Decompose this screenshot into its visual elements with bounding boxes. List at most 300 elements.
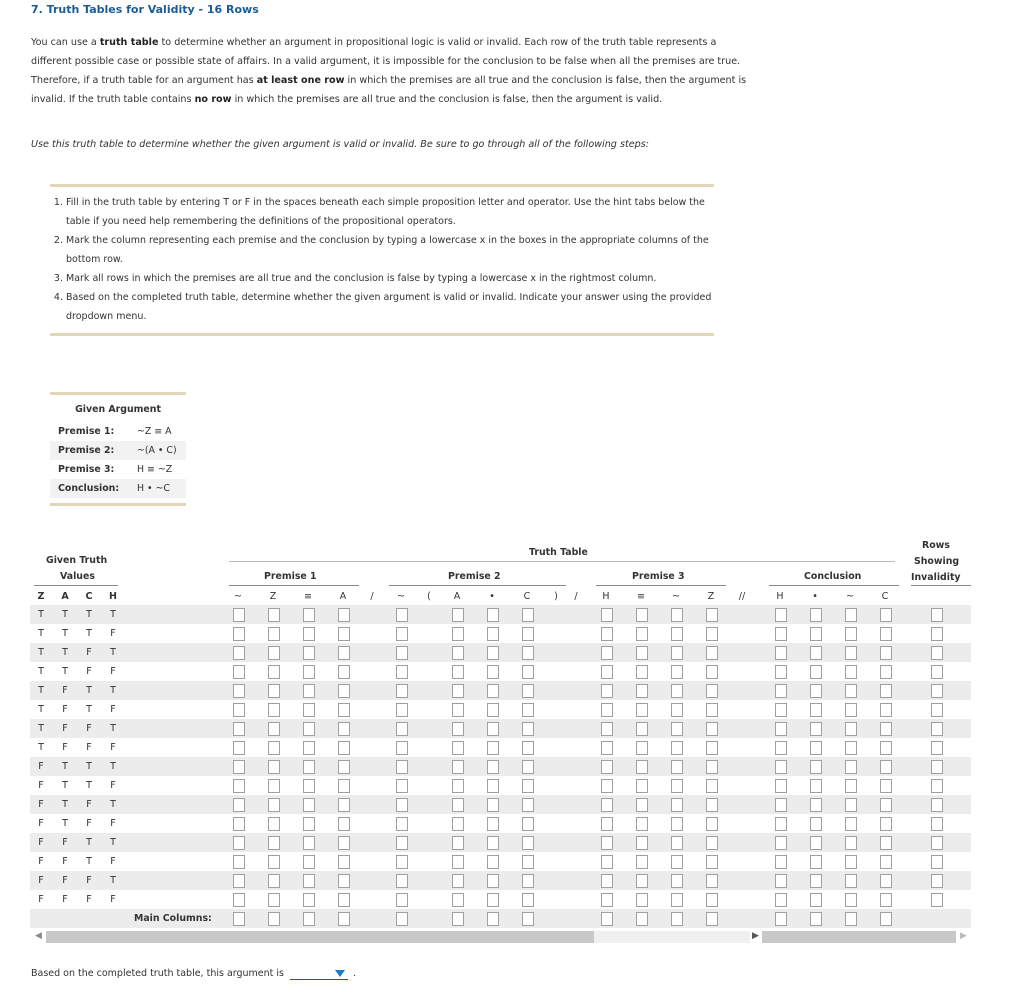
truth-value-input[interactable]: [396, 817, 408, 831]
truth-value-input[interactable]: [636, 741, 648, 755]
truth-value-input[interactable]: [487, 817, 499, 831]
main-column-input[interactable]: [601, 912, 613, 926]
invalidity-row-input[interactable]: [931, 855, 943, 869]
truth-value-input[interactable]: [338, 646, 350, 660]
truth-value-input[interactable]: [338, 760, 350, 774]
truth-value-input[interactable]: [810, 722, 822, 736]
main-column-input[interactable]: [303, 912, 315, 926]
truth-value-input[interactable]: [522, 760, 534, 774]
given-value: F: [110, 742, 116, 753]
main-column-input[interactable]: [636, 912, 648, 926]
invalidity-row-input[interactable]: [931, 684, 943, 698]
truth-value-input[interactable]: [706, 646, 718, 660]
truth-value-input[interactable]: [671, 703, 683, 717]
truth-value-input[interactable]: [268, 741, 280, 755]
invalidity-row-input[interactable]: [931, 893, 943, 907]
truth-value-input[interactable]: [452, 874, 464, 888]
scroll-left-arrow[interactable]: ◀: [35, 931, 42, 941]
truth-value-input[interactable]: [487, 779, 499, 793]
truth-value-input[interactable]: [522, 779, 534, 793]
truth-value-input[interactable]: [601, 627, 613, 641]
truth-value-input[interactable]: [671, 817, 683, 831]
truth-value-input[interactable]: [671, 665, 683, 679]
main-column-input[interactable]: [233, 912, 245, 926]
main-column-input[interactable]: [522, 912, 534, 926]
truth-value-input[interactable]: [671, 627, 683, 641]
truth-value-input[interactable]: [880, 627, 892, 641]
truth-value-input[interactable]: [706, 798, 718, 812]
truth-value-input[interactable]: [636, 874, 648, 888]
truth-value-input[interactable]: [452, 646, 464, 660]
truth-value-input[interactable]: [671, 722, 683, 736]
truth-value-input[interactable]: [706, 836, 718, 850]
scroll-right-arrow[interactable]: ▶: [752, 931, 759, 941]
truth-value-input[interactable]: [338, 608, 350, 622]
truth-value-input[interactable]: [601, 893, 613, 907]
truth-value-input[interactable]: [303, 836, 315, 850]
truth-value-input[interactable]: [522, 627, 534, 641]
truth-value-input[interactable]: [845, 703, 857, 717]
given-value: T: [110, 837, 116, 848]
truth-value-input[interactable]: [880, 608, 892, 622]
truth-value-input[interactable]: [601, 874, 613, 888]
invalidity-row-input[interactable]: [931, 627, 943, 641]
truth-value-input[interactable]: [706, 779, 718, 793]
truth-value-input[interactable]: [775, 798, 787, 812]
truth-value-input[interactable]: [775, 665, 787, 679]
truth-value-input[interactable]: [396, 627, 408, 641]
truth-value-input[interactable]: [452, 703, 464, 717]
truth-value-input[interactable]: [880, 836, 892, 850]
truth-value-input[interactable]: [233, 608, 245, 622]
truth-value-input[interactable]: [487, 760, 499, 774]
truth-value-input[interactable]: [233, 798, 245, 812]
truth-value-input[interactable]: [775, 874, 787, 888]
invalidity-row-input[interactable]: [931, 817, 943, 831]
truth-value-input[interactable]: [601, 779, 613, 793]
truth-value-input[interactable]: [671, 855, 683, 869]
truth-value-input[interactable]: [636, 760, 648, 774]
truth-value-input[interactable]: [338, 855, 350, 869]
truth-value-input[interactable]: [775, 779, 787, 793]
scrollbar-thumb-left[interactable]: [46, 931, 594, 943]
truth-value-input[interactable]: [636, 798, 648, 812]
truth-value-input[interactable]: [706, 893, 718, 907]
given-value: F: [110, 628, 116, 639]
truth-value-input[interactable]: [845, 874, 857, 888]
main-column-input[interactable]: [338, 912, 350, 926]
truth-value-input[interactable]: [452, 798, 464, 812]
truth-value-input[interactable]: [396, 684, 408, 698]
truth-value-input[interactable]: [452, 760, 464, 774]
truth-value-input[interactable]: [845, 646, 857, 660]
truth-value-input[interactable]: [671, 779, 683, 793]
truth-value-input[interactable]: [775, 646, 787, 660]
truth-value-input[interactable]: [636, 836, 648, 850]
truth-value-input[interactable]: [880, 646, 892, 660]
truth-value-input[interactable]: [338, 779, 350, 793]
truth-value-input[interactable]: [303, 684, 315, 698]
truth-value-input[interactable]: [522, 817, 534, 831]
truth-value-input[interactable]: [775, 741, 787, 755]
truth-value-input[interactable]: [845, 817, 857, 831]
truth-value-input[interactable]: [522, 798, 534, 812]
truth-value-input[interactable]: [487, 646, 499, 660]
truth-value-input[interactable]: [845, 684, 857, 698]
truth-value-input[interactable]: [845, 855, 857, 869]
truth-value-input[interactable]: [601, 722, 613, 736]
truth-value-input[interactable]: [880, 874, 892, 888]
truth-value-input[interactable]: [706, 741, 718, 755]
truth-value-input[interactable]: [303, 817, 315, 831]
truth-value-input[interactable]: [396, 608, 408, 622]
validity-dropdown[interactable]: [290, 965, 348, 980]
truth-value-input[interactable]: [810, 836, 822, 850]
main-column-input[interactable]: [845, 912, 857, 926]
truth-value-input[interactable]: [845, 760, 857, 774]
truth-value-input[interactable]: [880, 684, 892, 698]
truth-value-input[interactable]: [775, 855, 787, 869]
truth-value-input[interactable]: [396, 722, 408, 736]
truth-value-input[interactable]: [233, 646, 245, 660]
truth-value-input[interactable]: [706, 855, 718, 869]
truth-value-input[interactable]: [522, 703, 534, 717]
truth-value-input[interactable]: [636, 665, 648, 679]
truth-value-input[interactable]: [396, 646, 408, 660]
truth-value-input[interactable]: [396, 855, 408, 869]
truth-value-input[interactable]: [671, 646, 683, 660]
truth-value-input[interactable]: [303, 893, 315, 907]
truth-value-input[interactable]: [303, 703, 315, 717]
truth-value-input[interactable]: [338, 817, 350, 831]
truth-value-input[interactable]: [487, 798, 499, 812]
given-value: T: [110, 723, 116, 734]
truth-value-input[interactable]: [338, 703, 350, 717]
truth-value-input[interactable]: [233, 741, 245, 755]
main-column-input[interactable]: [775, 912, 787, 926]
truth-value-input[interactable]: [522, 836, 534, 850]
truth-value-input[interactable]: [487, 684, 499, 698]
invalidity-row-input[interactable]: [931, 836, 943, 850]
truth-value-input[interactable]: [671, 836, 683, 850]
truth-value-input[interactable]: [880, 703, 892, 717]
truth-value-input[interactable]: [636, 893, 648, 907]
truth-value-input[interactable]: [810, 855, 822, 869]
truth-value-input[interactable]: [303, 665, 315, 679]
truth-value-input[interactable]: [268, 684, 280, 698]
truth-value-input[interactable]: [338, 893, 350, 907]
truth-value-input[interactable]: [487, 741, 499, 755]
truth-value-input[interactable]: [233, 836, 245, 850]
truth-value-input[interactable]: [636, 855, 648, 869]
truth-value-input[interactable]: [845, 836, 857, 850]
truth-value-input[interactable]: [487, 627, 499, 641]
truth-value-input[interactable]: [845, 779, 857, 793]
truth-value-input[interactable]: [303, 608, 315, 622]
invalidity-row-input[interactable]: [931, 741, 943, 755]
truth-value-input[interactable]: [775, 893, 787, 907]
truth-value-input[interactable]: [303, 760, 315, 774]
truth-value-input[interactable]: [268, 874, 280, 888]
truth-value-input[interactable]: [452, 817, 464, 831]
truth-value-input[interactable]: [522, 874, 534, 888]
truth-value-input[interactable]: [706, 627, 718, 641]
truth-value-input[interactable]: [487, 855, 499, 869]
truth-value-input[interactable]: [810, 665, 822, 679]
truth-value-input[interactable]: [233, 855, 245, 869]
truth-value-input[interactable]: [706, 684, 718, 698]
truth-value-input[interactable]: [775, 722, 787, 736]
main-column-input[interactable]: [671, 912, 683, 926]
scrollbar-track[interactable]: [594, 931, 750, 943]
truth-value-input[interactable]: [303, 874, 315, 888]
truth-value-input[interactable]: [636, 627, 648, 641]
truth-value-input[interactable]: [487, 836, 499, 850]
truth-value-input[interactable]: [303, 798, 315, 812]
truth-value-input[interactable]: [601, 836, 613, 850]
truth-value-input[interactable]: [268, 817, 280, 831]
truth-value-input[interactable]: [810, 760, 822, 774]
truth-value-input[interactable]: [845, 627, 857, 641]
truth-value-input[interactable]: [706, 817, 718, 831]
truth-value-input[interactable]: [880, 760, 892, 774]
invalidity-row-input[interactable]: [931, 703, 943, 717]
truth-value-input[interactable]: [601, 855, 613, 869]
truth-value-input[interactable]: [775, 817, 787, 831]
truth-value-input[interactable]: [880, 665, 892, 679]
truth-value-input[interactable]: [452, 627, 464, 641]
truth-value-input[interactable]: [303, 646, 315, 660]
truth-value-input[interactable]: [601, 760, 613, 774]
truth-value-input[interactable]: [396, 874, 408, 888]
truth-value-input[interactable]: [233, 817, 245, 831]
truth-value-input[interactable]: [671, 874, 683, 888]
truth-value-input[interactable]: [396, 665, 408, 679]
truth-value-input[interactable]: [303, 741, 315, 755]
truth-value-input[interactable]: [487, 608, 499, 622]
truth-value-input[interactable]: [706, 760, 718, 774]
truth-value-input[interactable]: [452, 608, 464, 622]
truth-value-input[interactable]: [452, 684, 464, 698]
truth-value-input[interactable]: [880, 779, 892, 793]
truth-value-input[interactable]: [671, 893, 683, 907]
truth-value-input[interactable]: [522, 608, 534, 622]
truth-value-input[interactable]: [338, 741, 350, 755]
truth-value-input[interactable]: [233, 627, 245, 641]
truth-value-input[interactable]: [233, 722, 245, 736]
truth-value-input[interactable]: [303, 855, 315, 869]
truth-value-input[interactable]: [268, 722, 280, 736]
truth-value-input[interactable]: [338, 722, 350, 736]
truth-value-input[interactable]: [636, 646, 648, 660]
scrollbar-thumb-right[interactable]: [762, 931, 956, 943]
truth-value-input[interactable]: [233, 684, 245, 698]
invalidity-row-input[interactable]: [931, 608, 943, 622]
invalidity-row-input[interactable]: [931, 646, 943, 660]
truth-value-input[interactable]: [452, 893, 464, 907]
truth-value-input[interactable]: [845, 798, 857, 812]
truth-value-input[interactable]: [845, 722, 857, 736]
truth-value-input[interactable]: [775, 608, 787, 622]
truth-value-input[interactable]: [233, 665, 245, 679]
truth-value-input[interactable]: [268, 855, 280, 869]
truth-value-input[interactable]: [233, 703, 245, 717]
truth-value-input[interactable]: [233, 779, 245, 793]
truth-value-input[interactable]: [880, 741, 892, 755]
truth-value-input[interactable]: [396, 836, 408, 850]
truth-value-input[interactable]: [303, 627, 315, 641]
truth-value-input[interactable]: [601, 646, 613, 660]
truth-value-input[interactable]: [880, 722, 892, 736]
truth-value-input[interactable]: [338, 798, 350, 812]
invalidity-row-input[interactable]: [931, 760, 943, 774]
truth-value-input[interactable]: [810, 779, 822, 793]
truth-value-input[interactable]: [452, 779, 464, 793]
truth-value-input[interactable]: [775, 627, 787, 641]
truth-value-input[interactable]: [636, 722, 648, 736]
truth-value-input[interactable]: [810, 741, 822, 755]
truth-value-input[interactable]: [522, 893, 534, 907]
truth-value-input[interactable]: [845, 741, 857, 755]
truth-value-input[interactable]: [775, 703, 787, 717]
invalidity-row-input[interactable]: [931, 779, 943, 793]
truth-value-input[interactable]: [775, 760, 787, 774]
truth-value-input[interactable]: [452, 722, 464, 736]
truth-value-input[interactable]: [268, 627, 280, 641]
truth-value-input[interactable]: [810, 874, 822, 888]
truth-value-input[interactable]: [706, 874, 718, 888]
truth-value-input[interactable]: [522, 741, 534, 755]
main-column-input[interactable]: [268, 912, 280, 926]
truth-value-input[interactable]: [487, 722, 499, 736]
truth-value-input[interactable]: [671, 760, 683, 774]
truth-value-input[interactable]: [268, 703, 280, 717]
truth-value-input[interactable]: [268, 893, 280, 907]
truth-value-input[interactable]: [522, 684, 534, 698]
truth-value-input[interactable]: [452, 741, 464, 755]
truth-value-input[interactable]: [671, 608, 683, 622]
truth-value-input[interactable]: [233, 893, 245, 907]
truth-value-input[interactable]: [452, 836, 464, 850]
truth-value-input[interactable]: [810, 608, 822, 622]
truth-value-input[interactable]: [880, 893, 892, 907]
truth-value-input[interactable]: [845, 665, 857, 679]
truth-value-input[interactable]: [636, 608, 648, 622]
main-column-input[interactable]: [452, 912, 464, 926]
truth-value-input[interactable]: [396, 779, 408, 793]
main-column-input[interactable]: [810, 912, 822, 926]
invalidity-row-input[interactable]: [931, 874, 943, 888]
truth-value-input[interactable]: [636, 817, 648, 831]
truth-value-input[interactable]: [268, 779, 280, 793]
truth-value-input[interactable]: [396, 798, 408, 812]
truth-value-input[interactable]: [268, 836, 280, 850]
truth-value-input[interactable]: [810, 646, 822, 660]
truth-value-input[interactable]: [268, 798, 280, 812]
truth-value-input[interactable]: [810, 703, 822, 717]
truth-value-input[interactable]: [487, 665, 499, 679]
truth-value-input[interactable]: [810, 684, 822, 698]
truth-value-input[interactable]: [810, 627, 822, 641]
invalidity-row-input[interactable]: [931, 665, 943, 679]
truth-value-input[interactable]: [268, 760, 280, 774]
truth-value-input[interactable]: [636, 779, 648, 793]
main-column-input[interactable]: [880, 912, 892, 926]
invalidity-row-input[interactable]: [931, 722, 943, 736]
truth-value-input[interactable]: [233, 760, 245, 774]
truth-value-input[interactable]: [487, 893, 499, 907]
truth-value-input[interactable]: [636, 684, 648, 698]
truth-value-input[interactable]: [268, 608, 280, 622]
truth-value-input[interactable]: [601, 684, 613, 698]
truth-value-input[interactable]: [810, 893, 822, 907]
truth-value-input[interactable]: [671, 684, 683, 698]
truth-value-input[interactable]: [601, 798, 613, 812]
truth-value-input[interactable]: [601, 703, 613, 717]
truth-value-input[interactable]: [706, 608, 718, 622]
truth-value-input[interactable]: [522, 665, 534, 679]
truth-value-input[interactable]: [396, 703, 408, 717]
truth-value-input[interactable]: [810, 798, 822, 812]
truth-value-input[interactable]: [338, 665, 350, 679]
truth-value-input[interactable]: [452, 665, 464, 679]
truth-value-input[interactable]: [522, 722, 534, 736]
truth-value-input[interactable]: [775, 836, 787, 850]
truth-value-input[interactable]: [487, 874, 499, 888]
truth-value-input[interactable]: [338, 874, 350, 888]
truth-value-input[interactable]: [268, 646, 280, 660]
truth-value-input[interactable]: [487, 703, 499, 717]
truth-value-input[interactable]: [338, 627, 350, 641]
truth-value-input[interactable]: [233, 874, 245, 888]
truth-value-input[interactable]: [775, 684, 787, 698]
truth-value-input[interactable]: [880, 855, 892, 869]
truth-value-input[interactable]: [880, 798, 892, 812]
truth-value-input[interactable]: [706, 665, 718, 679]
truth-value-input[interactable]: [338, 684, 350, 698]
truth-value-input[interactable]: [303, 722, 315, 736]
truth-value-input[interactable]: [671, 741, 683, 755]
scroll-right-arrow-2[interactable]: ▶: [960, 931, 967, 941]
premise-3-heading: Premise 3: [632, 571, 685, 582]
truth-value-input[interactable]: [845, 893, 857, 907]
truth-value-input[interactable]: [636, 703, 648, 717]
truth-value-input[interactable]: [706, 703, 718, 717]
truth-value-input[interactable]: [880, 817, 892, 831]
truth-value-input[interactable]: [601, 665, 613, 679]
truth-value-input[interactable]: [810, 817, 822, 831]
truth-value-input[interactable]: [396, 741, 408, 755]
truth-value-input[interactable]: [601, 741, 613, 755]
truth-value-input[interactable]: [671, 798, 683, 812]
truth-value-input[interactable]: [522, 855, 534, 869]
truth-value-input[interactable]: [845, 608, 857, 622]
truth-value-input[interactable]: [522, 646, 534, 660]
invalidity-row-input[interactable]: [931, 798, 943, 812]
truth-value-input[interactable]: [601, 608, 613, 622]
truth-value-input[interactable]: [303, 779, 315, 793]
truth-value-input[interactable]: [601, 817, 613, 831]
main-column-input[interactable]: [396, 912, 408, 926]
truth-value-input[interactable]: [396, 760, 408, 774]
main-column-input[interactable]: [487, 912, 499, 926]
truth-value-input[interactable]: [452, 855, 464, 869]
main-column-input[interactable]: [706, 912, 718, 926]
truth-value-input[interactable]: [396, 893, 408, 907]
truth-value-input[interactable]: [268, 665, 280, 679]
truth-value-input[interactable]: [338, 836, 350, 850]
truth-value-input[interactable]: [706, 722, 718, 736]
